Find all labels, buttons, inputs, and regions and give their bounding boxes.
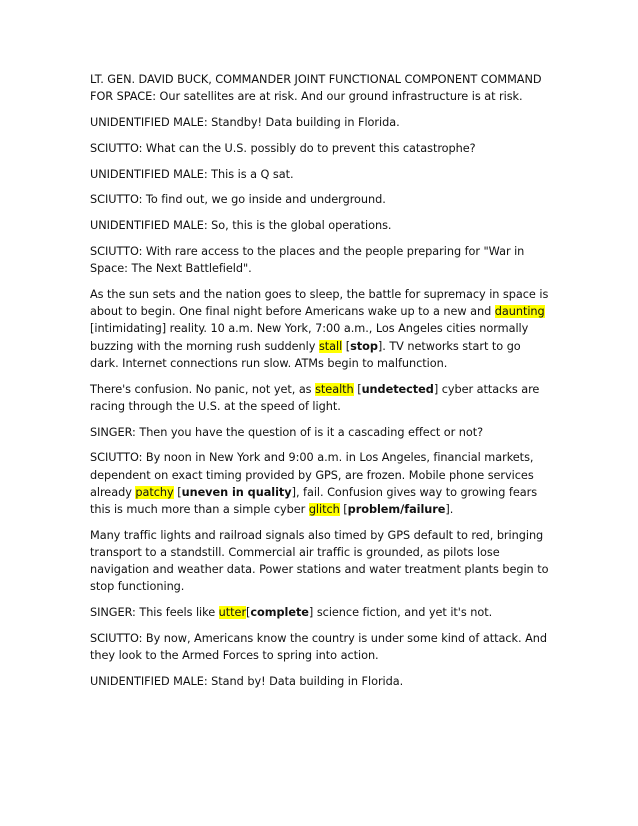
vocab-definition: complete: [250, 606, 309, 620]
transcript-text: UNIDENTIFIED MALE: Standby! Data building in Florida.: [90, 116, 400, 129]
highlighted-vocab-word: daunting: [494, 305, 545, 319]
transcript-text: ] science fiction, and yet it's not.: [308, 606, 493, 620]
transcript-text: There's confusion. No panic, not yet, as: [90, 382, 316, 396]
transcript-text: [: [339, 503, 348, 516]
transcript-text: UNIDENTIFIED MALE: This is a Q sat.: [90, 167, 294, 181]
transcript-paragraph: [90, 166, 550, 183]
vocab-definition: undetected: [361, 382, 434, 396]
transcript-paragraph: [90, 527, 550, 596]
transcript-text: SINGER: This feels like: [90, 606, 219, 620]
highlighted-vocab-word: stealth: [315, 382, 354, 396]
transcript-page: [90, 71, 550, 699]
vocab-definition: stop: [350, 339, 378, 353]
vocab-definition: uneven in quality: [181, 485, 292, 499]
transcript-text: ], fail. Confusion gives way to growing fears this is much more than a simple cyber: [90, 485, 538, 516]
transcript-text: SCIUTTO: By noon in New York and 9:00 a.m. in Los Angeles, financial markets, dependent on exact timing provided by GPS, are frozen. Mobile phone services already: [90, 451, 534, 499]
transcript-text: SCIUTTO: By now, Americans know the country is under some kind of attack. And they look to the Armed Forces to spring into action.: [90, 632, 548, 663]
transcript-text: As the sun sets and the nation goes to sleep, the battle for supremacy in space is about to begin. One final night before Americans wake up to a new and: [90, 287, 549, 319]
transcript-text: LT. GEN. DAVID BUCK, COMMANDER JOINT FUNCTIONAL COMPONENT COMMAND FOR SPACE: Our satellites are at risk. And our ground infrastructure is at risk.: [90, 73, 542, 104]
transcript-text: ] cyber attacks are racing through the U.S. at the speed of light.: [90, 382, 540, 413]
transcript-text: ].: [445, 503, 454, 516]
highlighted-vocab-word: utter: [218, 606, 247, 620]
highlighted-vocab-word: patchy: [135, 485, 174, 499]
transcript-paragraph: [90, 630, 550, 664]
transcript-text: SINGER: Then you have the question of is it a cascading effect or not?: [90, 425, 484, 439]
transcript-paragraph: [90, 71, 550, 105]
transcript-text: UNIDENTIFIED MALE: Stand by! Data building in Florida.: [90, 675, 404, 688]
transcript-text: UNIDENTIFIED MALE: So, this is the global operations.: [90, 219, 392, 233]
transcript-text: [: [173, 485, 182, 499]
vocab-definition: problem/failure: [347, 503, 446, 516]
transcript-paragraph: [90, 449, 550, 518]
transcript-text: Many traffic lights and railroad signals also timed by GPS default to red, bringing transport to a standstill. Commercial air traffic is grounded, as pilots lose navigation and weather data. Power stations and water treatment plants begin to stop functioning.: [90, 528, 549, 594]
transcript-text: SCIUTTO: To find out, we go inside and underground.: [90, 193, 386, 207]
highlighted-vocab-word: glitch: [308, 503, 340, 516]
highlighted-vocab-word: stall: [318, 339, 343, 353]
transcript-paragraph: [90, 286, 550, 372]
transcript-text: [: [342, 339, 351, 353]
transcript-text: SCIUTTO: What can the U.S. possibly do to prevent this catastrophe?: [90, 141, 476, 155]
transcript-paragraph: [90, 243, 550, 277]
transcript-text: [: [246, 606, 251, 620]
transcript-paragraph: [90, 191, 550, 208]
transcript-paragraph: [90, 673, 550, 690]
transcript-paragraph: [90, 217, 550, 234]
transcript-text: [intimidating] reality. 10 a.m. New York, 7:00 a.m., Los Angeles cities normally buzzing with the morning rush suddenly: [90, 322, 529, 353]
transcript-paragraph: [90, 114, 550, 131]
transcript-text: [: [353, 382, 362, 396]
transcript-paragraph: [90, 140, 550, 157]
transcript-paragraph: [90, 604, 550, 621]
transcript-text: SCIUTTO: With rare access to the places and the people preparing for "War in Space: The Next Battlefield".: [90, 244, 525, 276]
transcript-body: [90, 71, 550, 690]
transcript-paragraph: [90, 381, 550, 415]
transcript-text: ]. TV networks start to go dark. Internet connections run slow. ATMs begin to malfunction.: [90, 339, 521, 370]
transcript-paragraph: [90, 424, 550, 441]
